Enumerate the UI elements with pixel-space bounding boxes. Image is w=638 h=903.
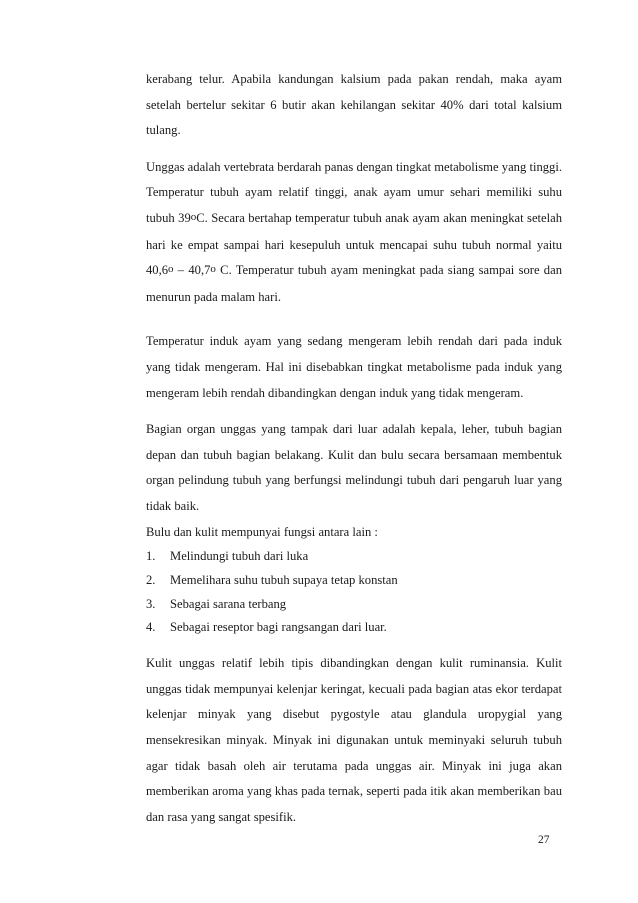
- list-number: 3.: [146, 596, 156, 611]
- list-number: 4.: [146, 620, 156, 635]
- list-item: [146, 545, 562, 569]
- list-item: [146, 593, 562, 617]
- list-text: Memelihara suhu tubuh supaya tetap konstan: [170, 572, 398, 587]
- degree-symbol: o: [190, 210, 197, 223]
- text-segment: C. Temperatur tubuh ayam meningkat pada siang sampai sore dan menurun pada malam hari.: [146, 263, 562, 304]
- list-number: 2.: [146, 572, 156, 587]
- list-text: Sebagai sarana terbang: [170, 596, 287, 611]
- function-list: [146, 545, 562, 640]
- degree-symbol: o: [168, 263, 174, 276]
- text-segment: C. Secara bertahap temperatur tubuh anak ayam akan meningkat setelah hari ke empat sampai hari kesepuluh untuk mencapai suhu tubuh normal yaitu 40,6: [146, 210, 563, 278]
- degree-symbol: o: [210, 263, 216, 276]
- page-number: 27: [538, 834, 550, 846]
- list-item: [146, 569, 562, 593]
- list-text: Melindungi tubuh dari luka: [170, 549, 309, 564]
- list-item: [146, 616, 562, 640]
- text-segment: Unggas adalah vertebrata berdarah panas dengan tingkat metabolisme yang tinggi. Temperatur tubuh ayam relatif tinggi, anak ayam umur sehari memiliki suhu tubuh 39: [146, 159, 562, 225]
- paragraph-brooding-hen: Temperatur induk ayam yang sedang mengeram lebih rendah dari pada induk yang tidak mengeram. Hal ini disebabkan tingkat metabolisme pada induk yang mengeram lebih rendah dibandingkan dengan induk yang tidak mengeram.: [146, 334, 562, 400]
- paragraph-poultry-skin: Kulit unggas relatif lebih tipis dibandingkan dengan kulit ruminansia. Kulit unggas tidak mempunyai kelenjar keringat, kecuali pada bagian atas ekor terdapat kelenjar minyak yang disebut pygostyle atau glandula uropygial yang mensekresikan minyak. Minyak ini digunakan untuk meminyaki seluruh tubuh agar tidak basah oleh air terutama pada unggas air. Minyak ini juga akan memberikan aroma yang khas pada ternak, seperti pada itik akan memberikan bau dan rasa yang sangat spesifik.: [146, 656, 562, 824]
- paragraph-external-organs: Bagian organ unggas yang tampak dari luar adalah kepala, leher, tubuh bagian depan dan tubuh bagian belakang. Kulit dan bulu secara bersamaan membentuk organ pelindung tubuh yang berfungsi melindungi tubuh dari pengaruh luar yang tidak baik.: [146, 422, 562, 513]
- text-segment: – 40,7: [173, 263, 211, 278]
- list-number: 1.: [146, 549, 156, 564]
- paragraph-body-temperature: [146, 155, 562, 311]
- page-content: [146, 67, 562, 830]
- paragraph-eggshell-calcium: kerabang telur. Apabila kandungan kalsium pada pakan rendah, maka ayam setelah bertelur sekitar 6 butir akan kehilangan sekitar 40% dari total kalsium tulang.: [146, 72, 562, 138]
- paragraph-list-intro: Bulu dan kulit mempunyai fungsi antara lain :: [146, 524, 378, 539]
- list-text: Sebagai reseptor bagi rangsangan dari luar.: [170, 620, 387, 635]
